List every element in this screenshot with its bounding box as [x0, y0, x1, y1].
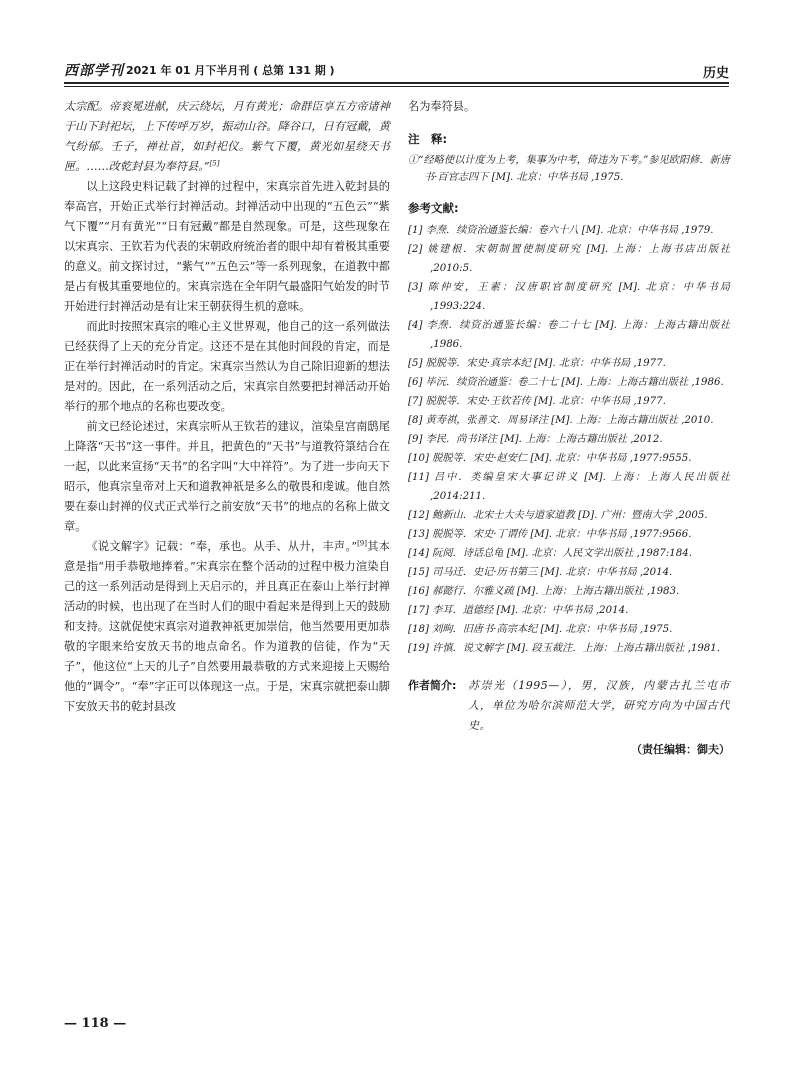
- header-rule-thin: [64, 86, 729, 87]
- reference-item: [18] 刘昫．旧唐书·高宗本纪 [M]. 北京：中华书局 ,1975.: [408, 624, 673, 635]
- citation-ref: [5]: [209, 159, 220, 168]
- reference-item: [16] 郝懿行．尔雅义疏 [M]. 上海：上海古籍出版社 ,1983.: [408, 586, 680, 597]
- page-number: — 118 —: [64, 1016, 127, 1031]
- reference-item: [4] 李焘．续资治通鉴长编：卷二十七 [M]. 上海：上海古籍出版社 ,1986.: [408, 320, 730, 350]
- notes-heading: 注 释:: [408, 132, 448, 146]
- body-paragraph: 以上这段史料记载了封禅的过程中，宋真宗首先进入乾封县的奉高宫，开始正式举行封禅活动。封禅活动中出现的“五色云”“紫气下覆”“月有黄光”“日有冠戴”都是自然现象。可是，这些现象在以宋真宗、王钦若为代表的宋朝政府统治者的眼中却有着极其重要的意义。前文探讨过，“紫气”“五色云”等一系列现象，在道教中都是占有极其重要地位的。宋真宗选在全年阴气最盛阳气始发的时节开始进行封禅活动是有让宋王朝获得生机的意味。: [64, 180, 390, 313]
- reference-item: [13] 脱脱等．宋史·丁谓传 [M]. 北京：中华书局 ,1977:9566.: [408, 529, 692, 540]
- reference-item: [2] 姚建根．宋朝制置使制度研究 [M]. 上海：上海书店出版社 ,2010:5.: [408, 244, 730, 274]
- reference-item: [19] 许慎．说文解字 [M]. 段玉裁注．上海：上海古籍出版社 ,1981.: [408, 643, 721, 654]
- references-heading: 参考文献:: [408, 201, 459, 215]
- issue-info: 2021 年 01 月下半月刊 ( 总第 131 期 ): [126, 64, 335, 77]
- page-header: [64, 60, 729, 82]
- quote-paragraph: [64, 97, 390, 177]
- section-title: 历史: [702, 66, 729, 81]
- reference-item: [3] 陈仲安，王素：汉唐职官制度研究 [M]. 北京：中华书局 ,1993:224.: [408, 282, 730, 312]
- header-rule-thick: [64, 82, 729, 84]
- body-continuation: 名为奉符县。: [408, 100, 476, 113]
- body-text: 其本意是指“用手恭敬地捧着。”宋真宗在整个活动的过程中极力渲染自己的这一系列活动是得到上天启示的，并且真正在泰山上举行封禅活动的时候，也出现了在当时人们的眼中看起来是得到上天的鼓励和支持。这就促使宋真宗对道教神祇更加崇信，他当然要用更加恭敬的字眼来给安放天书的地点命名。作为道教的信徒，作为“天子”，他这位“上天的儿子”自然要用最恭敬的方式来迎接上天赐给他的“调令”。“奉”字正可以体现这一点。于是，宋真宗就把泰山脚下安放天书的乾封县改: [64, 540, 390, 713]
- body-paragraph: 前文已经论述过，宋真宗听从王钦若的建议，渲染皇宫南鸱尾上降落“天书”这一事件。并且，把黄色的“天书”与道教符箓结合在一起，以此来宣扬“天书”的名字叫“大中祥符”。为了进一步向天下昭示，他真宗皇帝对上天和道教神祇是多么的敬畏和虔诚。他自然要在泰山封禅的仪式正式举行之前安放“天书”的地点的名称上做文章。: [64, 420, 390, 533]
- responsible-editor: （责任编辑：御夫）: [631, 743, 730, 756]
- right-column: [408, 97, 730, 760]
- reference-item: [10] 脱脱等．宋史·赵安仁 [M]. 北京：中华书局 ,1977:9555.: [408, 453, 692, 464]
- reference-item: [17] 李耳．道德经 [M]. 北京：中华书局 ,2014.: [408, 605, 629, 616]
- reference-item: [1] 李焘．续资治通鉴长编：卷六十八 [M]. 北京：中华书局 ,1979.: [408, 225, 714, 236]
- body-paragraph: [64, 537, 390, 717]
- reference-item: [9] 李民．尚书译注 [M]. 上海：上海古籍出版社 ,2012.: [408, 434, 663, 445]
- reference-item: [6] 毕沅．续资治通鉴：卷二十七 [M]. 上海：上海古籍出版社 ,1986.: [408, 377, 724, 388]
- reference-item: [12] 鲍新山．北宋士大夫与道家道教 [D]. 广州：暨南大学 ,2005.: [408, 510, 708, 521]
- reference-item: [5] 脱脱等．宋史·真宗本纪 [M]. 北京：中华书局 ,1977.: [408, 358, 666, 369]
- quote-text: 太宗配。帝衮冕进献，庆云绕坛，月有黄光；命群臣享五方帝诸神于山下封祀坛，上下传呼万岁，振动山谷。降谷口，日有冠戴，黄气纷郁。壬子，禅社首，如封祀仪。紫气下覆，黄光如星绕天书匣。……改乾封县为奉符县。”: [64, 100, 390, 173]
- reference-list: [408, 221, 730, 658]
- shuowen-quote: 《说文解字》记载：“奉，承也。从手、从廾，丰声。”: [86, 540, 358, 553]
- note-item: ①“经略使以计度为上考，集事为中考，倚违为下考。”参见欧阳修．新唐书·百官志四下 [M]. 北京：中华书局 ,1975.: [408, 155, 730, 183]
- journal-logo: 西部学刊: [64, 63, 124, 79]
- reference-item: [14] 阮阅．诗话总龟 [M]. 北京：人民文学出版社 ,1987:184.: [408, 548, 692, 559]
- citation-ref: [9]: [357, 539, 367, 548]
- reference-item: [15] 司马迁．史记·历书第三 [M]. 北京：中华书局 ,2014.: [408, 567, 673, 578]
- reference-item: [11] 吕中．类编皇宋大事记讲义 [M]. 上海：上海人民出版社 ,2014:211.: [408, 472, 730, 502]
- author-text: 苏崇光（1995—），男，汉族，内蒙古扎兰屯市人，单位为哈尔滨师范大学，研究方向为中国古代史。: [468, 679, 730, 732]
- reference-item: [7] 脱脱等．宋史·王钦若传 [M]. 北京：中华书局 ,1977.: [408, 396, 666, 407]
- author-bio: [408, 676, 730, 736]
- body-paragraph: 而此时按照宋真宗的唯心主义世界观，他自己的这一系列做法已经获得了上天的充分肯定。这还不是在其他时间段的肯定，而是正在举行封禅活动时的肯定。宋真宗当然认为自己除旧迎新的想法是对的。因此，在一系列活动之后，宋真宗自然要把封禅活动开始举行的那个地点的名称也要改变。: [64, 320, 390, 413]
- author-label: 作者简介:: [408, 679, 457, 692]
- left-column: [64, 97, 390, 717]
- reference-item: [8] 黄寿祺，张善文．周易译注 [M]. 上海：上海古籍出版社 ,2010.: [408, 415, 714, 426]
